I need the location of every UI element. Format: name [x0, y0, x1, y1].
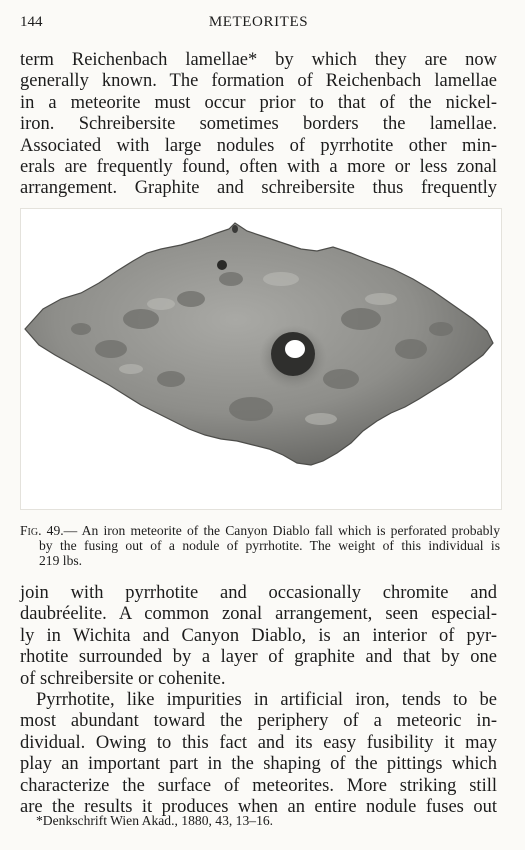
text-line: ly in Wichita and Canyon Diablo, is an interior of pyr-	[20, 625, 497, 646]
footnote: *Denkschrift Wien Akad., 1880, 43, 13–16.	[36, 813, 274, 828]
page-number: 144	[20, 14, 43, 30]
bottom-paragraph	[20, 583, 497, 818]
text-line: rhotite surrounded by a layer of graphite and that by one	[20, 647, 497, 668]
text-line: term Reichenbach lamellae* by which they are now	[20, 50, 497, 70]
text-line: join with pyrrhotite and occasionally chromite and	[20, 583, 497, 603]
caption-text: An iron meteorite of the Canyon Diablo fall which is perforated probably	[81, 523, 500, 538]
running-head: METEORITES	[208, 14, 309, 30]
text-line: characterize the surface of meteorites. More striking still	[20, 775, 497, 796]
text-line: are the results it produces when an entire nodule fuses out	[20, 797, 497, 818]
meteorite-figure	[20, 208, 502, 510]
text-line: arrangement. Graphite and schreibersite thus frequently	[20, 178, 497, 199]
text-line: play an important part in the shaping of the pittings which	[20, 754, 497, 775]
text-line: erals are frequently found, often with a more or less zonal	[20, 157, 497, 178]
text-line: Associated with large nodules of pyrrhotite other min-	[20, 135, 497, 156]
text-line: iron. Schreibersite sometimes borders the lamellae.	[20, 114, 497, 135]
caption-line: by the fusing out of a nodule of pyrrhotite. The weight of this individual is	[39, 538, 500, 553]
perforation-hole	[285, 340, 305, 358]
figure-label: Fig. 49.—	[20, 523, 78, 538]
text-line: daubréelite. A common zonal arrangement, seen especial-	[20, 604, 497, 625]
figure-caption	[20, 523, 500, 568]
small-dark-pit	[232, 225, 238, 233]
text-line: most abundant toward the periphery of a meteoric in-	[20, 711, 497, 732]
caption-line	[20, 523, 500, 538]
page-header	[20, 8, 497, 32]
text-line: generally known. The formation of Reichenbach lamellae	[20, 71, 497, 92]
text-line: Pyrrhotite, like impurities in artificial iron, tends to be	[36, 690, 497, 711]
text-line: of schreibersite or cohenite.	[20, 668, 226, 689]
caption-line: 219 lbs.	[39, 553, 83, 568]
text-line: dividual. Owing to this fact and its easy fusibility it may	[20, 732, 497, 753]
small-dark-pit	[217, 260, 227, 270]
text-line: in a meteorite must occur prior to that of the nickel-	[20, 92, 497, 113]
top-paragraph	[20, 50, 497, 200]
meteorite-photo	[21, 209, 501, 509]
